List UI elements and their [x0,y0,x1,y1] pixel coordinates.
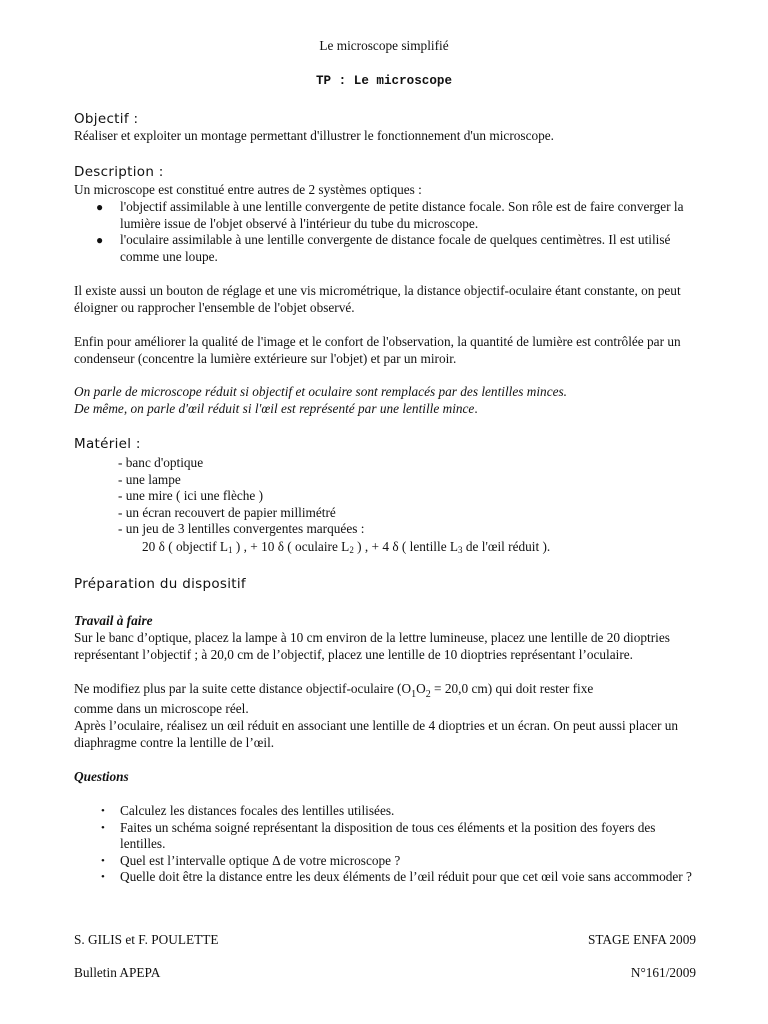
bullet-icon: • [101,854,105,867]
bullet-icon: • [101,821,105,834]
questions-heading: Questions [74,769,129,784]
list-item-text: Quel est l’intervalle optique Δ de votre microscope ? [120,852,401,868]
running-title: Le microscope simplifié [319,38,449,53]
travail-para-3: Après l’oculaire, réalisez un œil réduit en associant une lentille de 4 dioptries et un écran. On peut aussi placer un diaphragme contre la lentille de l’œil. [74,718,679,750]
subscript: 3 [458,545,463,555]
travail-para-2-line-2: comme dans un microscope réel. [74,701,249,716]
para-text: O [416,681,426,696]
lens-text: 20 δ ( objectif L [142,539,229,554]
subscript: 1 [411,689,417,700]
materiel-list [74,455,714,538]
travail-heading: Travail à faire [74,613,153,628]
list-item-text: Faites un schéma soigné représentant la disposition de tous ces éléments et la position des foyers des lentilles. [120,819,656,852]
footer-authors: S. GILIS et F. POULETTE [74,932,219,947]
lens-text: de l'œil réduit ). [462,539,551,554]
period: . [474,401,478,416]
list-item [74,803,704,820]
list-item: - une lampe [118,471,181,487]
footer-stage: STAGE ENFA 2009 [587,932,696,947]
description-intro: Un microscope est constitué entre autres de 2 systèmes optiques : [74,182,422,197]
bullet-icon: ● [96,200,104,214]
materiel-heading: Matériel : [74,436,141,452]
travail-para-1: Sur le banc d’optique, placez la lampe à 10 cm environ de la lettre lumineuse, placez une lentille de 20 dioptries représentant l’objectif ; à 20,0 cm de l’objectif, placez une lentille de 10 dioptries représentant l’oculaire. [74,630,670,662]
list-item: - banc d'optique [118,455,204,470]
footer-bulletin: Bulletin APEPA [74,965,161,980]
bullet-icon: • [101,871,105,884]
subscript: 1 [228,545,233,555]
preparation-heading: Préparation du dispositif [74,576,246,592]
description-italic-2 [74,401,714,418]
list-item [74,853,704,870]
objectif-text: Réaliser et exploiter un montage permettant d'illustrer le fonctionnement d'un microscope. [74,128,555,143]
description-heading: Description : [74,164,164,180]
para-text: = 20,0 cm) qui doit rester fixe [430,681,594,696]
list-item: - une mire ( ici une flèche ) [118,488,264,504]
bullet-icon: • [101,805,105,817]
description-para-1: Il existe aussi un bouton de réglage et une vis micrométrique, la distance objectif-oculaire étant constante, on peut éloigner ou rapprocher l'ensemble de l'objet observé. [74,283,681,315]
list-item [74,232,704,265]
footer-number: N°161/2009 [630,965,696,980]
subscript: 2 [349,545,354,555]
bullet-icon: ● [96,233,104,248]
lens-text: ) , + 4 δ ( lentille L [353,539,459,554]
list-item [74,820,704,853]
footer-row-1 [74,932,696,949]
list-item-text: Calculez les distances focales des lentilles utilisées. [120,803,395,818]
description-list [74,199,704,265]
list-item: - un écran recouvert de papier millimétré [118,504,336,520]
objectif-heading: Objectif : [74,111,139,127]
lens-line [74,539,768,559]
list-item-text: l'oculaire assimilable à une lentille convergente de distance focale de quelques centimètres. Il est utilisé comme une loupe. [120,232,671,264]
para-text: Ne modifiez plus par la suite cette distance objectif-oculaire (O [74,681,412,696]
questions-list [74,803,704,886]
footer-row-2 [74,965,696,982]
description-italic-1: On parle de microscope réduit si objectif et oculaire sont remplacés par des lentilles minces. [74,384,567,399]
list-item [74,199,704,232]
description-para-2: Enfin pour améliorer la qualité de l'image et le confort de l'observation, la quantité de lumière est contrôlée par un condenseur (concentre la lumière extérieure sur l'objet) et par un miroir. [74,334,681,366]
list-item: - un jeu de 3 lentilles convergentes marquées : [118,521,365,537]
list-item-text: Quelle doit être la distance entre les deux éléments de l’œil réduit pour que cet œil voie sans accommoder ? [120,869,692,885]
tp-title: TP : Le microscope [315,74,453,88]
subscript: 2 [425,689,431,700]
list-item [74,869,704,886]
lens-text: ) , + 10 δ ( oculaire L [232,539,350,554]
list-item-text: l'objectif assimilable à une lentille convergente de petite distance focale. Son rôle est de faire converger la lumière issue de l'objet observé à l'intérieur du tube du microscope. [120,199,684,231]
italic-text: De même, on parle d'œil réduit si l'œil est représenté par une lentille mince [74,401,475,416]
